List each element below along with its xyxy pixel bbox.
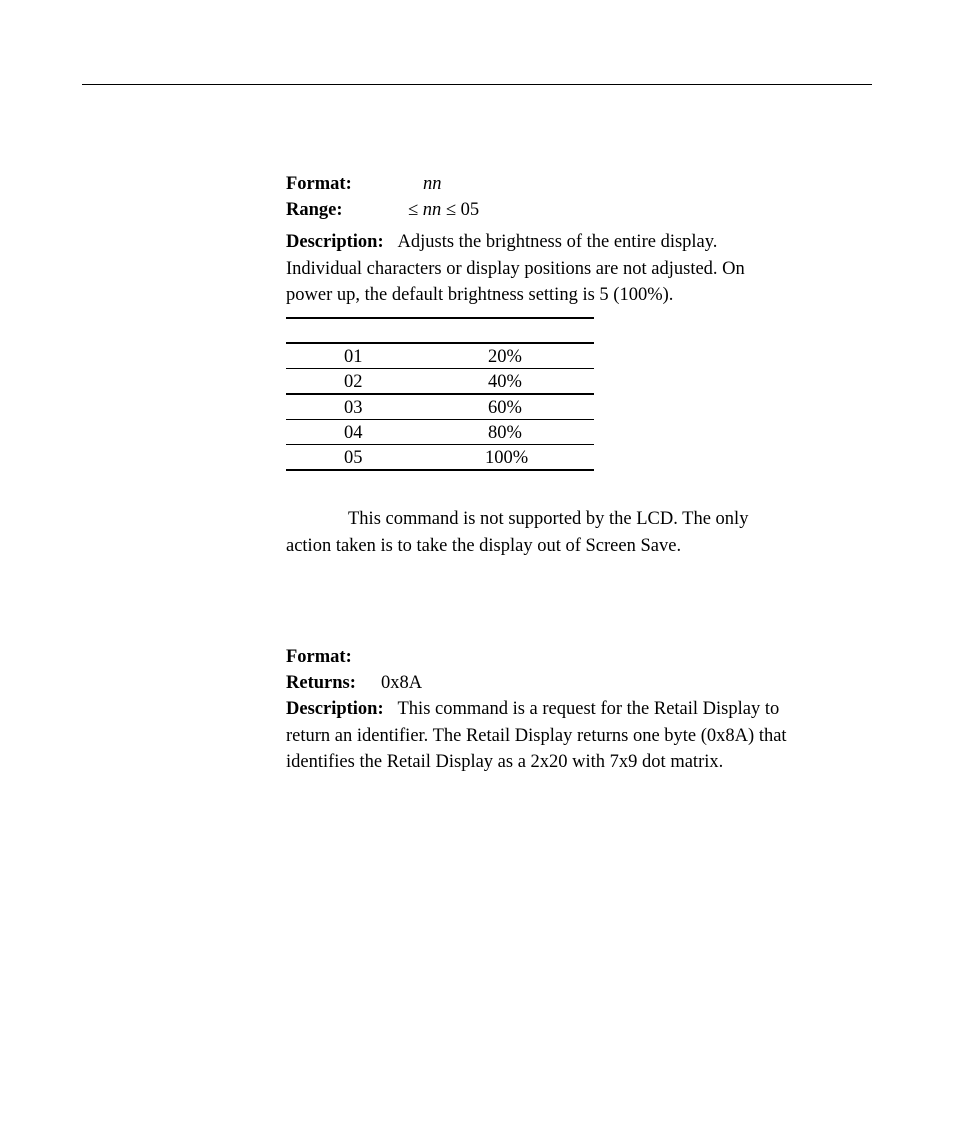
description-line-1: Description: Adjusts the brightness of the entire display.: [286, 232, 718, 252]
table-cell-level: 100%: [485, 448, 529, 468]
returns-label: Returns:: [286, 673, 356, 693]
note-line-1: This command is not supported by the LCD. The only: [348, 509, 749, 529]
format-label: Format:: [286, 647, 352, 667]
format-value: nn: [423, 174, 442, 194]
table-row: [286, 369, 594, 395]
format-label: Format:: [286, 174, 352, 194]
description-line-1: Description: This command is a request for the Retail Display to: [286, 699, 780, 719]
description-line-2: Individual characters or display positions are not adjusted. On: [286, 258, 745, 279]
description-line-3: identifies the Retail Display as a 2x20 with 7x9 dot matrix.: [286, 752, 724, 772]
table-cell-level: 80%: [488, 423, 522, 443]
identify-description: [286, 696, 876, 776]
returns-value: 0x8A: [381, 673, 423, 693]
table-row: [286, 420, 594, 445]
brightness-note: [286, 506, 876, 559]
table-header: [286, 317, 594, 342]
range-suffix: ≤ 05: [441, 200, 480, 220]
description-label: Description:: [286, 232, 384, 252]
table-cell-value: 04: [344, 423, 363, 443]
description-line-3: power up, the default brightness setting is 5 (100%).: [286, 285, 674, 305]
table-cell-value: 01: [344, 347, 363, 367]
table-cell-value: 02: [344, 372, 363, 392]
range-label: Range:: [286, 200, 343, 220]
table-cell-level: 20%: [488, 347, 522, 367]
description-label: Description:: [286, 699, 384, 719]
table-cell-level: 60%: [488, 398, 522, 418]
table-row: [286, 395, 594, 420]
range-value: [408, 199, 479, 221]
range-var: nn: [422, 200, 442, 220]
table-cell-value: 03: [344, 398, 363, 418]
table-row: [286, 344, 594, 369]
table-row: [286, 445, 594, 471]
description-line-2: return an identifier. The Retail Display returns one byte (0x8A) that: [286, 725, 787, 746]
table-cell-level: 40%: [488, 372, 522, 392]
header-rule: [82, 84, 872, 85]
brightness-description: [286, 229, 876, 309]
note-line-2: action taken is to take the display out of Screen Save.: [286, 535, 682, 556]
brightness-table: [286, 317, 594, 471]
table-cell-value: 05: [344, 448, 363, 468]
range-prefix: ≤: [408, 200, 423, 220]
